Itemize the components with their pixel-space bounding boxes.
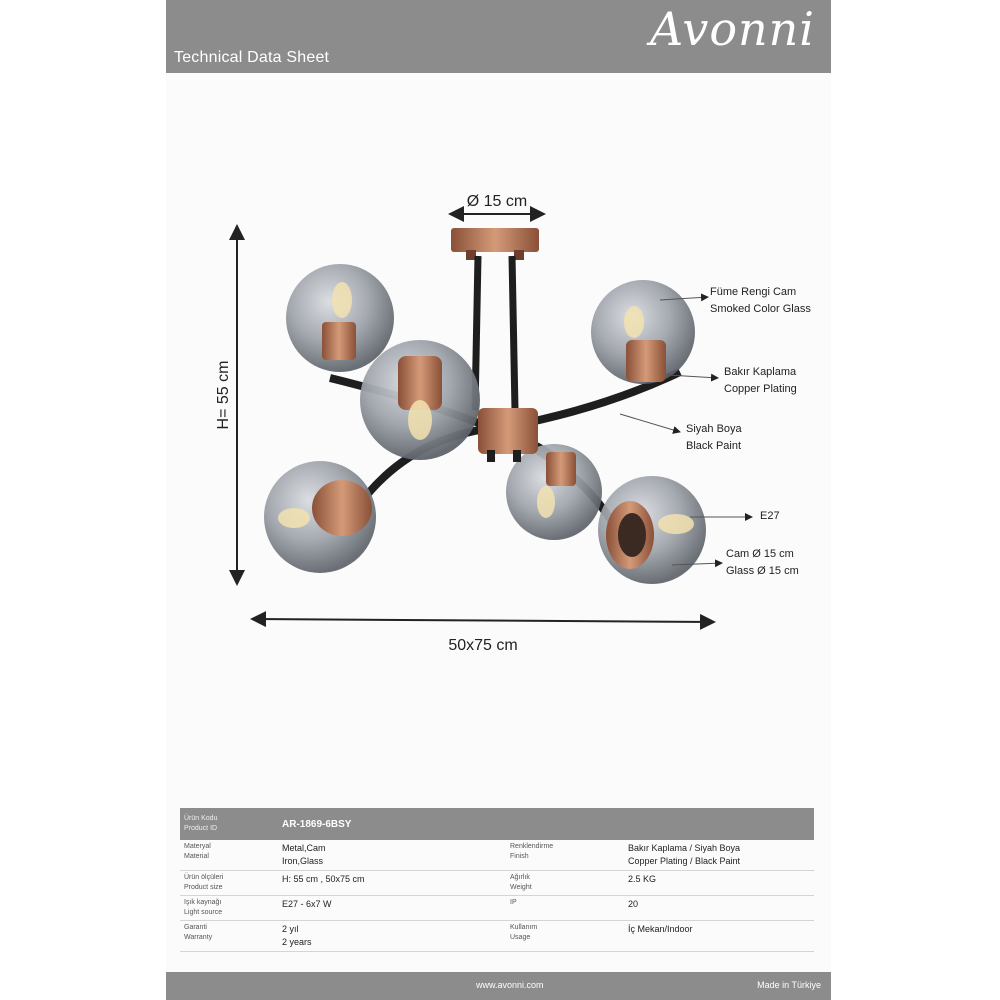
spec-table	[180, 808, 814, 952]
annotation-e27: E27	[760, 510, 780, 522]
leader-line	[620, 414, 680, 432]
spec-row: Ürün ölçüleri Product size H: 55 cm , 50x75 cm Ağırlık Weight 2.5 KG	[180, 871, 814, 896]
product-id-label: Ürün Kodu Product ID	[180, 808, 278, 840]
hub-cap	[513, 450, 521, 462]
annotation-copper-plating: Bakır Kaplama Copper Plating	[724, 366, 797, 395]
globe	[360, 340, 480, 460]
globe	[264, 461, 376, 573]
height-label: H= 55 cm	[215, 360, 232, 430]
origin-label: Made in Türkiye	[757, 980, 821, 990]
website-link[interactable]: www.avonni.com	[476, 980, 544, 990]
globe	[598, 476, 706, 584]
width-dimension-line	[252, 619, 714, 622]
central-hub	[478, 408, 538, 454]
canopy-diameter-label: Ø 15 cm	[466, 193, 528, 210]
stem-rod	[512, 256, 515, 410]
spec-row: Materyal Material Metal,Cam Iron,Glass Renklendirme Finish Bakır Kaplama / Siyah Boya Copper Plating / Black Paint	[180, 840, 814, 871]
product-id-value: AR-1869-6BSY	[278, 808, 814, 840]
hub-cap	[487, 450, 495, 462]
globe	[591, 280, 695, 384]
spec-header-row	[180, 808, 814, 840]
canopy	[451, 228, 539, 252]
brand-logo: Avonni	[649, 2, 815, 56]
annotation-black-paint: Siyah Boya Black Paint	[686, 423, 742, 452]
width-label: 50x75 cm	[448, 637, 518, 654]
page-title: Technical Data Sheet	[174, 49, 330, 66]
spec-row: Garanti Warranty 2 yıl 2 years Kullanım Usage İç Mekan/Indoor	[180, 921, 814, 952]
spec-row: Işık kaynağı Light source E27 - 6x7 W IP 20	[180, 896, 814, 921]
annotation-smoked-glass: Füme Rengi Cam Smoked Color Glass	[710, 286, 811, 315]
globe	[286, 264, 394, 372]
annotation-glass-diameter: Cam Ø 15 cm Glass Ø 15 cm	[726, 548, 799, 577]
footer-bar	[166, 972, 831, 1000]
